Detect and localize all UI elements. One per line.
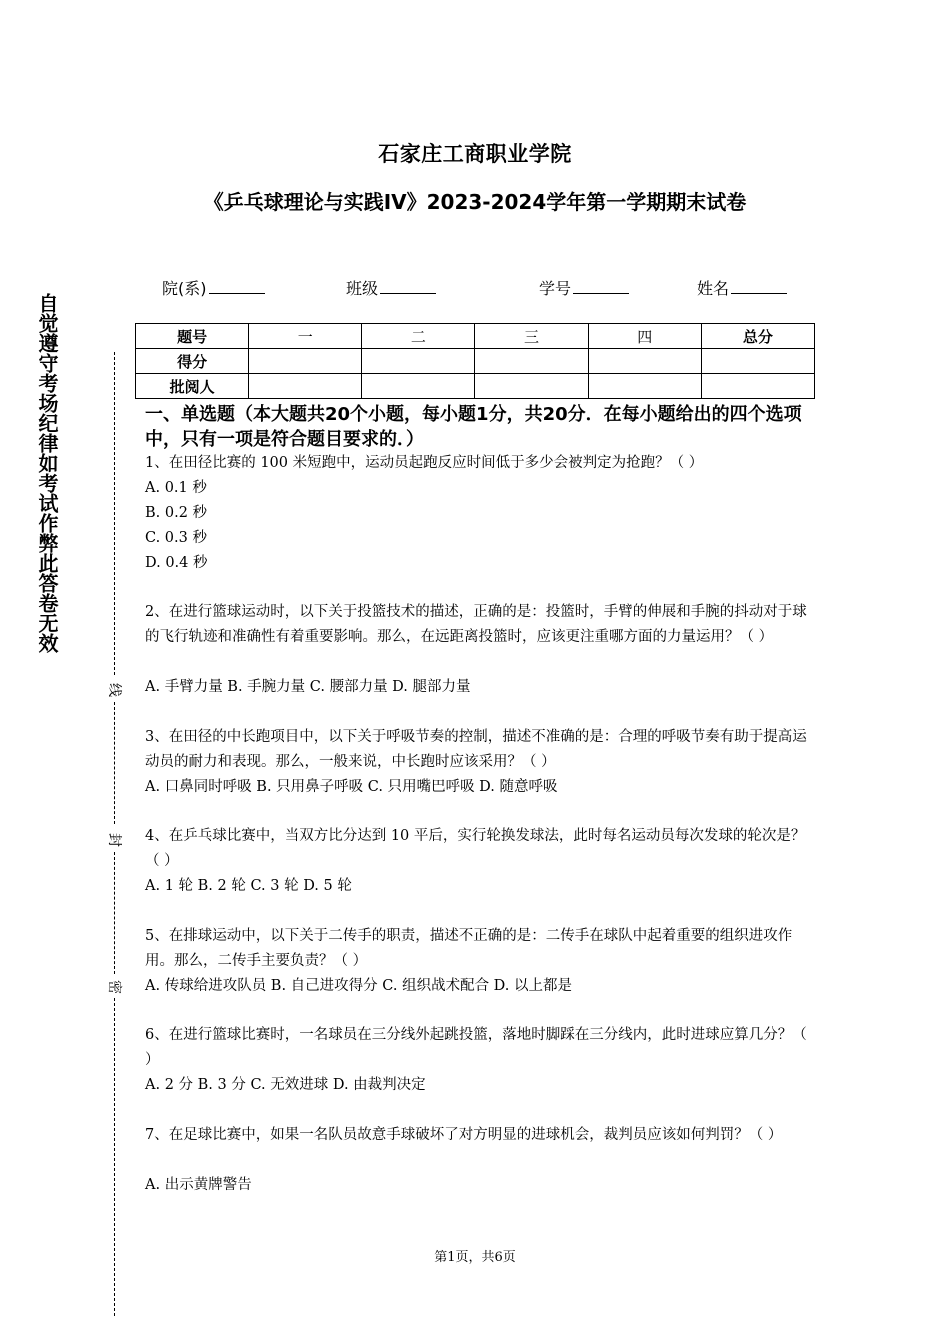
question-option: A. 0.1 秒 [145,480,207,496]
grader-cell[interactable] [588,374,701,399]
question-stem: 2、在进行篮球运动时，以下关于投篮技术的描述，正确的是：投篮时，手臂的伸展和手腕的抖动对于球的飞行轨迹和准确性有着重要影响。那么，在远距离投篮时，应该更注重哪方面的力量运用？（ ） [145,604,807,645]
question-options: A. 2 分 B. 3 分 C. 无效进球 D. 由裁判决定 [145,1077,426,1093]
page-footer: 第1页，共6页 [434,1250,516,1265]
score-row-label: 得分 [136,349,249,374]
score-row-label: 批阅人 [136,374,249,399]
grader-cell[interactable] [362,374,475,399]
score-cell[interactable] [588,349,701,374]
name-label: 姓名 [697,279,730,298]
question-option: B. 0.2 秒 [145,505,208,521]
grader-cell[interactable] [701,374,814,399]
side-warning: 自觉遵守考场纪律如考试作弊此答卷无效 [35,293,59,653]
score-header-cell: 二 [362,324,475,349]
question-options: A. 口鼻同时呼吸 B. 只用鼻子呼吸 C. 只用嘴巴呼吸 D. 随意呼吸 [145,779,558,795]
question-options: A. 手臂力量 B. 手腕力量 C. 腰部力量 D. 腿部力量 [145,679,471,695]
class-label: 班级 [346,279,379,298]
binding-mark-close: 密 [105,978,125,996]
exam-title: 《乒乓球理论与实践IV》2023-2024学年第一学期期末试卷 [203,190,747,214]
binding-dash-line [114,352,115,675]
name-blank[interactable] [731,276,787,294]
binding-mark-line: 线 [105,681,125,699]
score-cell[interactable] [249,349,362,374]
question-options: A. 1 轮 B. 2 轮 C. 3 轮 D. 5 轮 [145,878,352,894]
score-table-row [136,374,815,399]
grader-cell[interactable] [475,374,588,399]
school-name: 石家庄工商职业学院 [378,142,572,166]
question-stem: 6、在进行篮球比赛时，一名球员在三分线外起跳投篮，落地时脚踩在三分线内，此时进球应算几分？（ ） [145,1027,807,1068]
student-id-blank[interactable] [573,276,629,294]
score-table-header-row [136,324,815,349]
binding-mark-seal: 封 [105,831,125,849]
score-header-cell: 一 [249,324,362,349]
score-header-cell: 总分 [701,324,814,349]
question-stem: 3、在田径的中长跑项目中，以下关于呼吸节奏的控制，描述不准确的是：合理的呼吸节奏有助于提高运动员的耐力和表现。那么，一般来说，中长跑时应该采用？（ ） [145,729,807,770]
question-stem: 5、在排球运动中，以下关于二传手的职责，描述不正确的是：二传手在球队中起着重要的组织进攻作用。那么，二传手主要负责？（ ） [145,928,793,969]
question-option: C. 0.3 秒 [145,530,207,546]
question-stem: 7、在足球比赛中，如果一名队员故意手球破坏了对方明显的进球机会，裁判员应该如何判罚？（ ） [145,1127,783,1143]
name-field [697,276,787,299]
grader-cell[interactable] [249,374,362,399]
question-option: A. 出示黄牌警告 [145,1177,252,1193]
score-header-cell: 四 [588,324,701,349]
section-title: 一、单选题（本大题共20个小题，每小题1分，共20分．在每小题给出的四个选项中，只有一项是符合题目要求的．） [145,404,802,450]
binding-dash-line [114,998,115,1316]
binding-dash-line [114,702,115,824]
class-field [346,276,436,299]
question-stem: 4、在乒乓球比赛中，当双方比分达到 10 平后，实行轮换发球法，此时每名运动员每次发球的轮次是？（ ） [145,828,806,869]
score-table [135,323,815,399]
question-options: A. 传球给进攻队员 B. 自己进攻得分 C. 组织战术配合 D. 以上都是 [145,978,573,994]
score-cell[interactable] [475,349,588,374]
student-id-label: 学号 [539,279,572,298]
department-field [162,276,265,299]
binding-dash-line [114,852,115,974]
student-id-field [539,276,629,299]
score-header-cell: 题号 [136,324,249,349]
score-header-cell: 三 [475,324,588,349]
score-table-row [136,349,815,374]
question-option: D. 0.4 秒 [145,555,208,571]
score-cell[interactable] [362,349,475,374]
score-cell[interactable] [701,349,814,374]
department-label: 院(系) [162,279,207,298]
question-stem: 1、在田径比赛的 100 米短跑中，运动员起跑反应时间低于多少会被判定为抢跑？（ ） [145,455,704,471]
department-blank[interactable] [209,276,265,294]
class-blank[interactable] [380,276,436,294]
